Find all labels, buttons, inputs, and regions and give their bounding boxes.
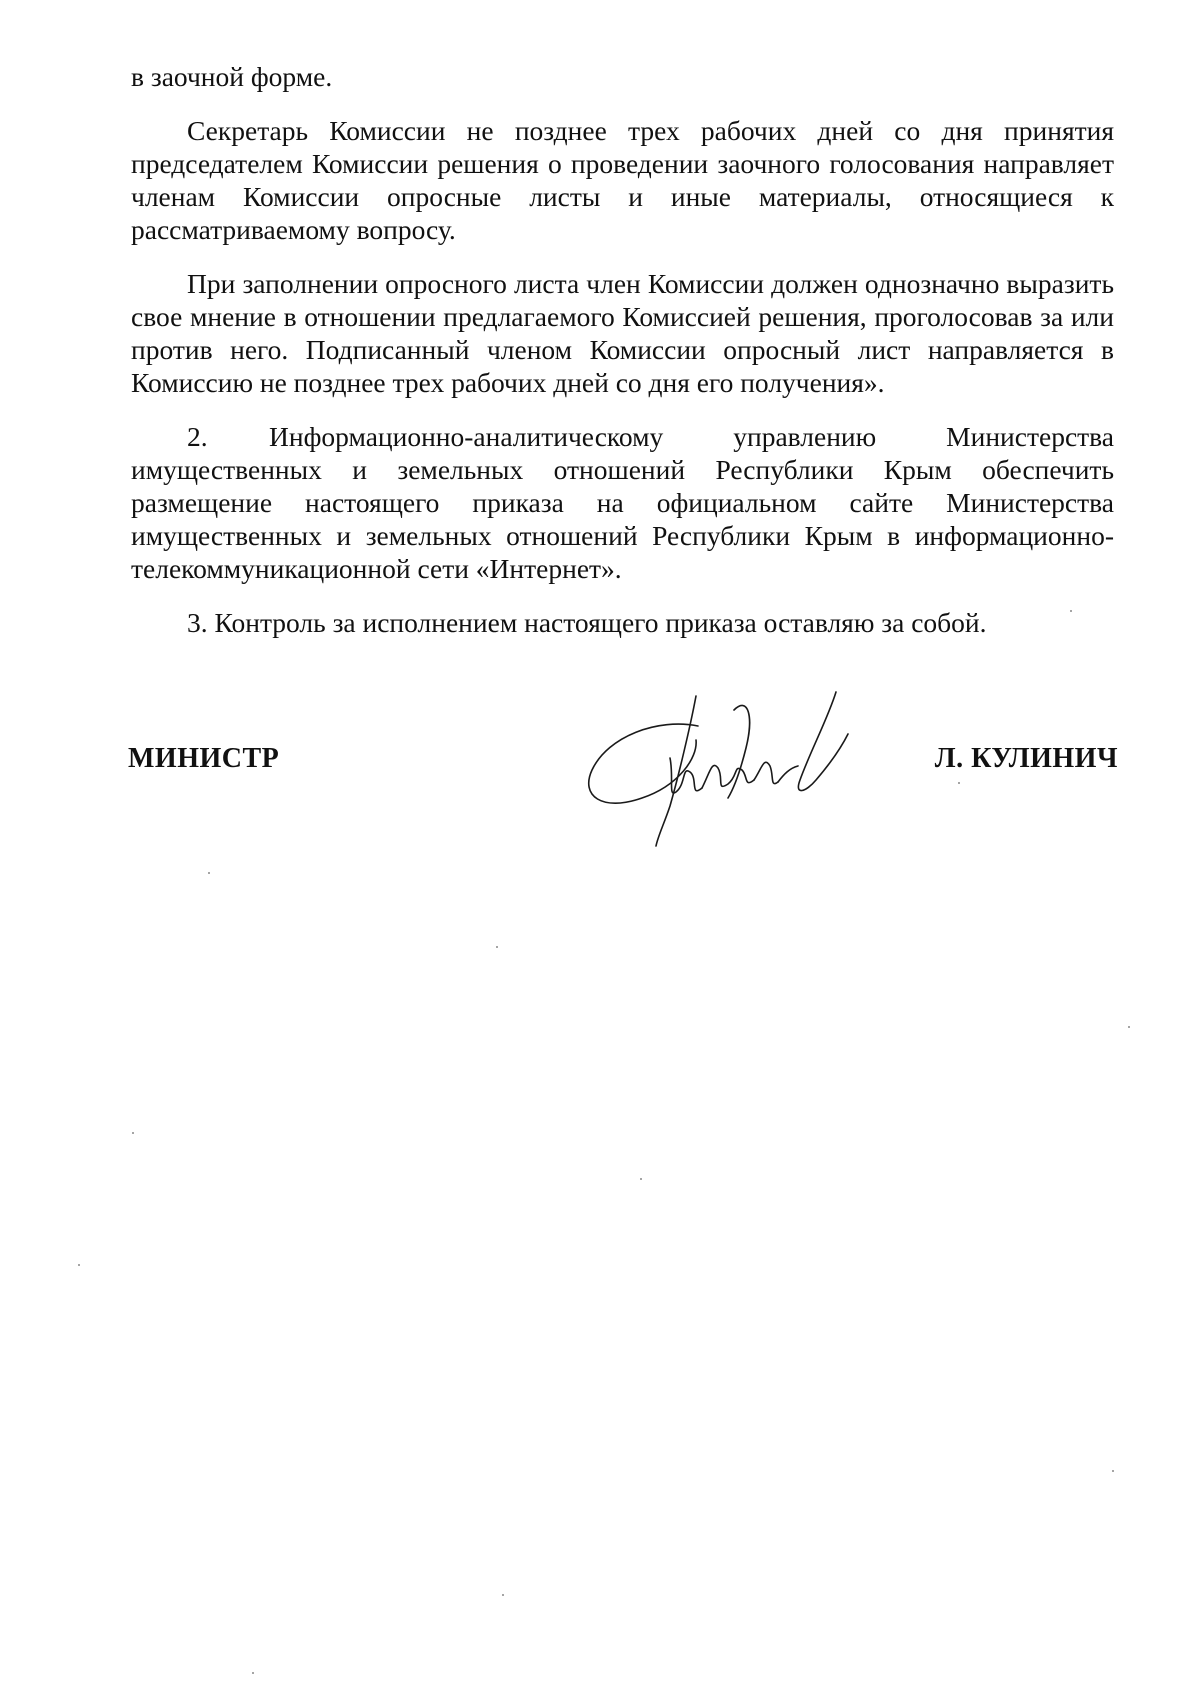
signer-name: Л. КУЛИНИЧ <box>934 743 1118 774</box>
scan-speck <box>1128 1026 1130 1028</box>
scan-speck <box>1112 1470 1114 1472</box>
scan-speck <box>958 782 960 784</box>
scan-speck <box>496 946 498 948</box>
item-3-number: 3. <box>187 607 208 638</box>
document-body <box>131 60 1114 660</box>
opening-fragment: в заочной форме. <box>131 61 333 92</box>
paragraph-questionnaire: При заполнении опросного листа член Комиссии должен однозначно выразить свое мнение в отношении предлагаемого Комиссией решения, проголосовав за или против него. Подписанный членом Комиссии опросный лист направляется в Комиссию не позднее трех рабочих дней со дня его получения». <box>131 268 1114 398</box>
scan-speck <box>252 1672 254 1674</box>
handwritten-signature <box>578 688 878 848</box>
scan-speck <box>78 1264 80 1266</box>
signer-position: МИНИСТР <box>128 743 280 774</box>
item-2-number: 2. <box>187 421 208 452</box>
scan-speck <box>132 1132 134 1134</box>
scan-speck <box>640 1178 642 1180</box>
item-2 <box>131 420 1114 585</box>
signature-block <box>128 688 1118 848</box>
item-3-text: Контроль за исполнением настоящего приказа оставляю за собой. <box>214 607 987 638</box>
scan-speck <box>208 872 210 874</box>
item-3 <box>131 606 1114 639</box>
scan-speck <box>502 1594 504 1596</box>
paragraph-secretary: Секретарь Комиссии не позднее трех рабочих дней со дня принятия председателем Комиссии решения о проведении заочного голосования направляет членам Комиссии опросные листы и иные материалы, относящиеся к рассматриваемому вопросу. <box>131 115 1114 245</box>
item-2-text: Информационно-аналитическому управлению Министерства имущественных и земельных отношений Республики Крым обеспечить размещение настоящего приказа на официальном сайте Министерства имущественных и земельных отношений Республики Крым в информационно-телекоммуникационной сети «Интернет». <box>131 421 1114 584</box>
scan-speck <box>1070 610 1072 612</box>
